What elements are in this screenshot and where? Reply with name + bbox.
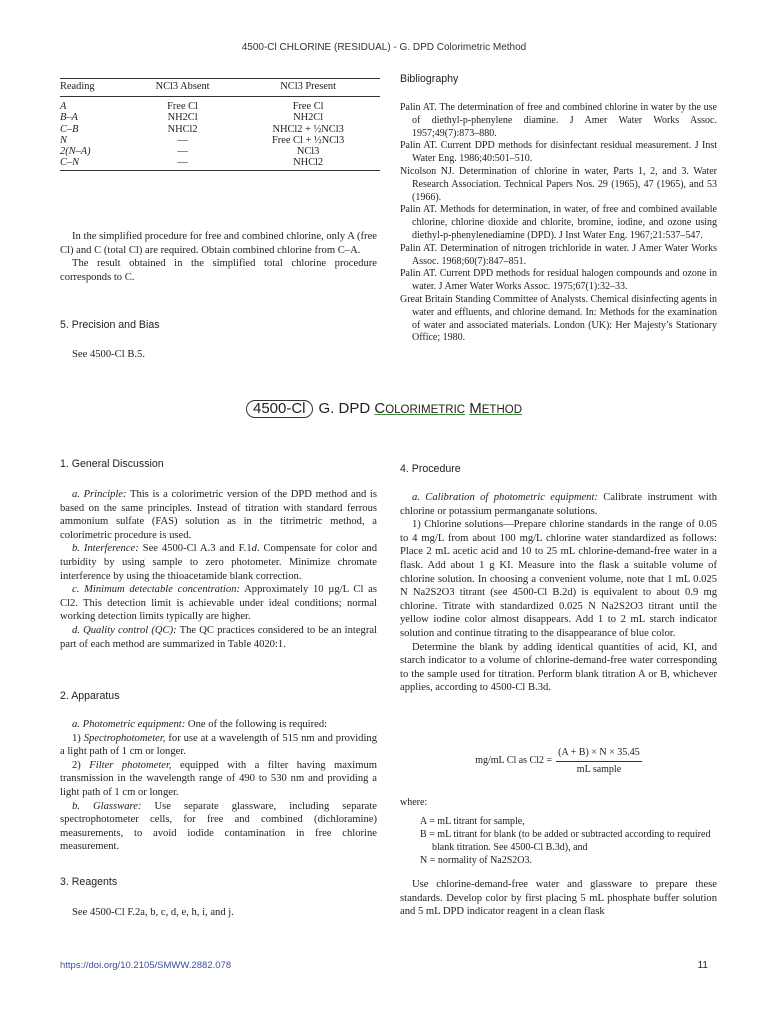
general-discussion-heading: 1. General Discussion [60,458,164,470]
formula-fraction [556,746,642,776]
method-title-prefix: G. DPD [318,400,375,417]
method-title-word-colorimetric[interactable]: COLORIMETRIC [374,400,466,417]
photometric-equipment-paragraph: a. Photometric equipment: One of the following is required: [72,719,328,730]
where-label: where: [400,797,428,808]
procedure-heading: 4. Procedure [400,463,461,475]
principle-paragraph: a. Principle: This is a colorimetric version of the DPD method and is based on the same principles. Instead of titration with standard ferrous ammonium sulfate (FAS) solution as in the titrimetric method, a colorimetric procedure is used. [60,489,377,541]
standards-paragraph: Use chlorine-demand-free water and glassware to prepare these standards. Develop color by first placing 5 mL phosphate buffer solution and 5 mL DPD indicator reagent in a clean flask [400,879,717,918]
spectrophotometer-paragraph: 1) Spectrophotometer, for use at a wavelength of 515 nm and providing a light path of 1 cm or longer. [60,732,377,758]
bibliography-item: Great Britain Standing Committee of Analysts. Chemical disinfecting agents in water and effluents, and chlorine demand. In: Methods for the examination of water and associated materials. London (UK): Her Majesty’s Stationary Office; 1980. [400,293,717,344]
glassware-paragraph: b. Glassware: Use separate glassware, including separate spectrophotometer cells, for free and combined (dichloramine) measurements, to avoid iodide contamination in free chlorine measurement. [60,800,377,853]
calibration-paragraph: a. Calibration of photometric equipment: Calibrate instrument with chlorine or potassium permanganate solutions. [400,492,717,517]
page-number: 11 [697,960,708,971]
table-row: C–N — NHCl2 [60,157,380,171]
formula-denominator: mL sample [576,763,622,775]
method-title [0,400,768,418]
where-item-n: N = normality of Na2S2O3. [420,855,533,866]
blank-paragraph: Determine the blank by adding identical quantities of acid, KI, and starch indicator to a volume of chlorine-demand-free water corresponding to the sample used for titration. Perform blank titration A or B, whichever applies, according to 4500-Cl B.3d. [400,641,717,694]
table-row: B–A NH2Cl NH2Cl [60,112,324,124]
bibliography-item: Nicolson NJ. Determination of chlorine in water, Parts 1, 2, and 3. Water Research Association. Technical Papers Nos. 29 (1965), 47 (1965), and 53 (1966). [400,165,717,203]
bibliography-item: Palin AT. Current DPD methods for residual halogen compounds and ozone in water. J Amer Water Works Assoc. 1975;67(1):32–33. [400,268,717,293]
table-row: 2(N–A) — NCl3 [60,146,320,158]
chlorine-solutions-paragraph: 1) Chlorine solutions—Prepare chlorine standards in the range of 0.05 to 4 mg/L from about 100 mg/L chlorine water standardized as follows: Place 2 mL acetic acid and 10 to 25 mL chlorine-demand-free water in a flask. Add about 1 g KI. Measure into the flask a suitable volume of chlorine solution. In choosing a convenient volume, note that 1 mL 0.025 N Na2S2O3 titrant (see 4500-Cl B.2d) is equivalent to about 0.9 mg chlorine. Titrate with standardized 0.025 N Na2S2O3 titrant until the yellow iodine color almost disappears. Add 1 to 2 mL starch indicator solution and continue titrating to the disappearance of blue color. [400,519,717,639]
simplified-paragraph-2: The result obtained in the simplified total chlorine procedure corresponds to C. [60,258,377,283]
table-header-ncl3-present: NCl3 Present [236,79,380,97]
table-row: A Free Cl Free Cl [60,101,324,113]
formula-lhs: mg/mL Cl as Cl2 = [475,755,553,767]
where-item-a: A = mL titrant for sample, [420,816,525,827]
apparatus-heading: 2. Apparatus [60,690,120,702]
simplified-paragraph-1: In the simplified procedure for free and combined chlorine, only A (free Cl) and C (total Cl) are required. Obtain combined chlorine from C–A. [60,231,377,256]
where-list [400,815,717,867]
detection-paragraph: c. Minimum detectable concentration: Approximately 10 µg/L Cl as Cl2. This detection limit is achievable under ideal conditions; normal working detection limits typically are higher. [60,584,377,623]
bibliography-item: Palin AT. Methods for determination, in water, of free and combined available chlorine, chlorine dioxide and chlorite, bromine, iodine, and ozone using diethyl-p-phenylenediamine (DPD). J Inst Water Eng. 1967;21:537–547. [400,204,717,241]
reading-table [60,78,380,171]
interference-paragraph: b. Interference: See 4500-Cl A.3 and F.1d. Compensate for color and turbidity by using sample to zero photometer. Minimize chromate interference by using the thioacetamide blank correction. [60,543,378,582]
formula-numerator: (A + B) × N × 35.45 [556,746,642,762]
running-header: 4500-Cl CHLORINE (RESIDUAL) - G. DPD Colorimetric Method [241,42,527,53]
reagents-text: See 4500-Cl F.2a, b, c, d, e, h, i, and j. [72,907,234,918]
chlorine-formula [400,746,717,776]
method-code-badge: 4500-Cl [246,400,313,418]
table-row: C–B NHCl2 NHCl2 + ½NCl3 [60,123,344,135]
table-row: N — Free Cl + ½NCl3 [60,134,345,146]
general-discussion-section [60,488,377,651]
bibliography-item: Palin AT. Determination of nitrogen trichloride in water. J Amer Water Works Assoc. 1968;60(7):847–851. [400,242,717,267]
doi-link[interactable]: https://doi.org/10.2105/SMWW.2882.078 [60,960,232,971]
reagents-heading: 3. Reagents [60,876,118,888]
bibliography-list [400,102,717,345]
filter-photometer-paragraph: 2) Filter photometer, equipped with a filter having maximum transmission in the wavelength range of 490 to 530 nm and providing a light path of 1 cm or longer. [60,759,377,798]
where-item-b: B = mL titrant for blank (to be added or subtracted according to required blank titration. See 4500-Cl B.3d), and [420,829,711,853]
bibliography-heading: Bibliography [400,73,459,85]
bibliography-item: Palin AT. Current DPD methods for disinfectant residual measurement. J Inst Water Eng. 1986;40:501–510. [400,140,717,165]
precision-text: See 4500-Cl B.5. [72,349,145,360]
table-header-reading: Reading [60,79,129,97]
bibliography-item: Palin AT. The determination of free and combined chlorine in water by the use of diethyl-p-phenylene diamine. J Amer Water Works Assoc. 1957;49(7):873–880. [400,102,717,139]
method-title-word-method[interactable]: METHOD [469,400,522,417]
table-header-ncl3-absent: NCl3 Absent [129,79,236,97]
qc-paragraph: d. Quality control (QC): The QC practices considered to be an integral part of each method are summarized in Table 4020:1. [60,624,377,650]
apparatus-section [60,718,377,854]
precision-heading: 5. Precision and Bias [60,319,160,331]
simplified-procedure-section [60,230,377,284]
procedure-section [400,491,717,695]
